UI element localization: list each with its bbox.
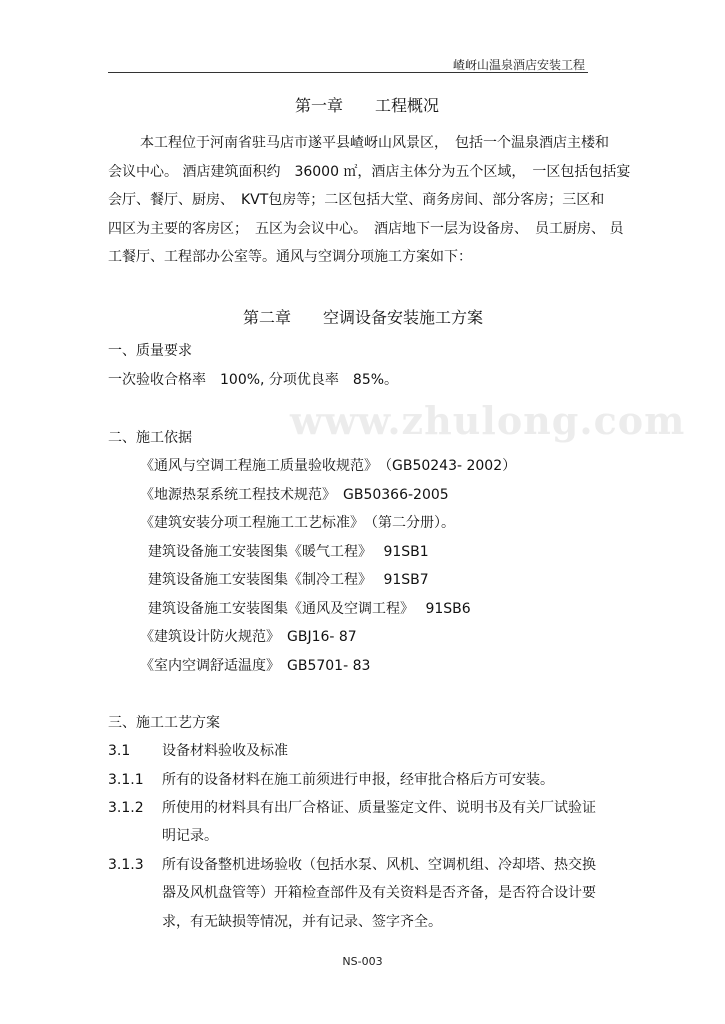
chapter-1-paragraph-line: 本工程位于河南省驻马店市遂平县嵖岈山风景区， 包括一个温泉酒店主楼和: [140, 135, 609, 151]
reference-item: 《建筑设计防火规范》 GBJ16- 87: [140, 629, 357, 645]
item-number: 3.1.1: [108, 772, 144, 788]
item-text: 求，有无缺损等情况，并有记录、签字齐全。: [162, 914, 442, 930]
item-text: 所使用的材料具有出厂合格证、质量鉴定文件、说明书及有关厂试验证: [162, 800, 596, 816]
item-text: 设备材料验收及标准: [162, 743, 288, 759]
item-number: 3.1.3: [108, 857, 144, 873]
item-number: 3.1.2: [108, 800, 144, 816]
item-text: 所有设备整机进场验收（包括水泵、风机、空调机组、冷却塔、热交换: [162, 857, 596, 873]
reference-item: 建筑设备施工安装图集《暖气工程》 91SB1: [148, 544, 429, 560]
item-text: 所有的设备材料在施工前须进行申报，经审批合格后方可安装。: [162, 772, 554, 788]
reference-item: 《通风与空调工程施工质量验收规范》 （GB50243- 2002）: [140, 458, 517, 474]
section-process-title: 三、施工工艺方案: [108, 715, 220, 731]
reference-item: 《地源热泵系统工程技术规范》 GB50366-2005: [140, 487, 449, 503]
watermark: www.zhulong.com: [290, 398, 686, 443]
item-text: 器及风机盘管等）开箱检查部件及有关资料是否齐备，是否符合设计要: [162, 885, 596, 901]
reference-item: 建筑设备施工安装图集《通风及空调工程》 91SB6: [148, 601, 471, 617]
chapter-2-title: 第二章 空调设备安装施工方案: [243, 308, 484, 327]
item-number: 3.1: [108, 743, 131, 759]
reference-item: 建筑设备施工安装图集《制冷工程》 91SB7: [148, 572, 429, 588]
page-footer-code: NS-003: [342, 955, 383, 968]
item-text: 明记录。: [162, 828, 218, 844]
header-divider: [108, 72, 588, 73]
reference-item: 《建筑安装分项工程施工工艺标准》 （第二分册）。: [140, 515, 455, 531]
reference-item: 《室内空调舒适温度》 GB5701- 83: [140, 658, 371, 674]
header-title: 嵖岈山温泉酒店安装工程: [452, 58, 585, 72]
section-quality-text: 一次验收合格率 100%, 分项优良率 85%。: [108, 372, 399, 388]
chapter-1-paragraph-line: 会议中心。 酒店建筑面积约 36000 ㎡，酒店主体分为五个区域， 一区包括包括宴: [108, 164, 631, 180]
chapter-1-title: 第一章 工程概况: [295, 96, 440, 115]
chapter-1-paragraph-line: 四区为主要的客房区； 五区为会议中心。 酒店地下一层为设备房、 员工厨房、 员: [108, 221, 624, 237]
section-basis-title: 二、施工依据: [108, 430, 192, 446]
section-quality-title: 一、质量要求: [108, 343, 192, 359]
chapter-1-paragraph-line: 工餐厅、工程部办公室等。通风与空调分项施工方案如下：: [108, 249, 472, 265]
chapter-1-paragraph-line: 会厅、餐厅、厨房、 KVT包房等；二区包括大堂、商务房间、部分客房；三区和: [108, 192, 605, 208]
